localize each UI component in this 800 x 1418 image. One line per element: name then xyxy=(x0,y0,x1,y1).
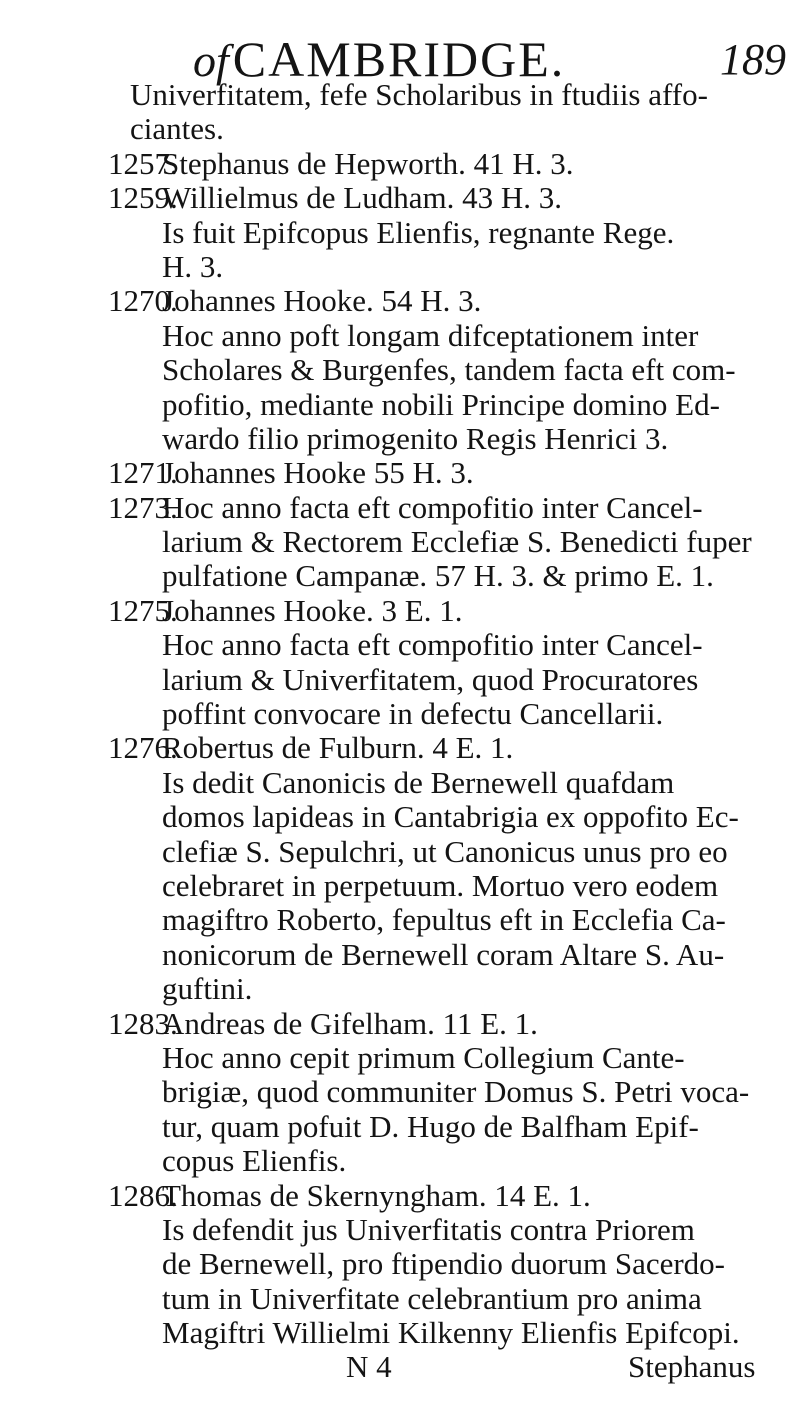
text-line xyxy=(0,353,800,387)
text-line xyxy=(0,766,800,800)
year-label: 1257. xyxy=(108,145,178,181)
line-text: Hoc anno facta eft compofitio inter Cancel- xyxy=(162,489,703,525)
text-line xyxy=(0,422,800,456)
text-line xyxy=(0,216,800,250)
text-line xyxy=(0,284,800,318)
line-text: Scholares & Burgenfes, tandem facta eft com- xyxy=(162,352,736,388)
line-text: nonicorum de Bernewell coram Altare S. Au- xyxy=(162,936,725,972)
title-text: CAMBRIDGE. xyxy=(232,31,566,87)
text-line xyxy=(0,1144,800,1178)
line-text: larium & Rectorem Ecclefiæ S. Benedicti fuper xyxy=(162,524,752,560)
line-text: de Bernewell, pro ftipendio duorum Sacerdo- xyxy=(162,1246,725,1282)
text-line xyxy=(0,78,800,112)
text-line xyxy=(0,456,800,490)
line-text: Is defendit jus Univerfitatis contra Priorem xyxy=(162,1211,695,1247)
text-line xyxy=(0,147,800,181)
year-label: 1259. xyxy=(108,180,178,216)
line-text: tum in Univerfitate celebrantium pro anima xyxy=(162,1280,702,1316)
line-text: Robertus de Fulburn. 4 E. 1. xyxy=(162,730,514,766)
text-line xyxy=(0,1110,800,1144)
line-text: Univerfitatem, fefe Scholaribus in ftudiis affo- xyxy=(130,77,708,112)
line-text: Willielmus de Ludham. 43 H. 3. xyxy=(162,180,562,216)
text-line xyxy=(0,388,800,422)
text-line xyxy=(0,112,800,146)
text-line xyxy=(0,491,800,525)
line-text: brigiæ, quod communiter Domus S. Petri voca- xyxy=(162,1074,750,1110)
catchword: Stephanus xyxy=(628,1349,756,1385)
year-label: 1286. xyxy=(108,1177,178,1213)
text-line xyxy=(0,319,800,353)
line-text: Thomas de Skernyngham. 14 E. 1. xyxy=(162,1177,591,1213)
text-line xyxy=(0,1282,800,1316)
line-text: Hoc anno facta eft compofitio inter Cancel- xyxy=(162,627,703,663)
text-line xyxy=(0,903,800,937)
line-text: Is dedit Canonicis de Bernewell quafdam xyxy=(162,764,675,800)
line-text: larium & Univerfitatem, quod Procuratores xyxy=(162,661,699,697)
year-label: 1270. xyxy=(108,283,178,319)
text-line xyxy=(0,594,800,628)
line-text: Andreas de Gifelham. 11 E. 1. xyxy=(162,1005,538,1041)
text-line xyxy=(0,835,800,869)
line-text: Stephanus de Hepworth. 41 H. 3. xyxy=(162,145,574,181)
year-label: 1275. xyxy=(108,592,178,628)
text-line xyxy=(0,663,800,697)
line-text: Johannes Hooke. 3 E. 1. xyxy=(162,592,463,628)
line-text: guftini. xyxy=(162,971,253,1007)
line-text: copus Elienfis. xyxy=(162,1143,347,1179)
line-text: magiftro Roberto, fepultus eft in Ecclefia Ca- xyxy=(162,902,726,938)
page-number: 189 xyxy=(720,35,786,84)
text-line xyxy=(0,1179,800,1213)
text-line xyxy=(0,972,800,1006)
line-text: pofitio, mediante nobili Principe domino Ed- xyxy=(162,386,720,422)
text-line xyxy=(0,628,800,662)
line-text: tur, quam pofuit D. Hugo de Balfham Epif- xyxy=(162,1108,699,1144)
line-text: pulfatione Campanæ. 57 H. 3. & primo E. 1. xyxy=(162,558,714,594)
year-label: 1276. xyxy=(108,730,178,766)
line-text: poffint convocare in defectu Cancellarii. xyxy=(162,696,664,732)
text-line xyxy=(0,559,800,593)
text-line xyxy=(0,938,800,972)
text-line xyxy=(0,1041,800,1075)
text-line xyxy=(0,1213,800,1247)
year-label: 1283. xyxy=(108,1005,178,1041)
footer-line xyxy=(0,1350,800,1384)
year-label: 1271. xyxy=(108,455,178,491)
text-line xyxy=(0,731,800,765)
text-line xyxy=(0,869,800,903)
page-body xyxy=(0,78,800,1385)
text-line xyxy=(0,1247,800,1281)
line-text: Johannes Hooke. 54 H. 3. xyxy=(162,283,482,319)
text-line xyxy=(0,1316,800,1350)
text-line xyxy=(0,1075,800,1109)
text-line xyxy=(0,250,800,284)
line-text: H. 3. xyxy=(162,248,224,284)
title-prefix: of xyxy=(193,35,229,86)
line-text: Magiftri Willielmi Kilkenny Elienfis Epifcopi. xyxy=(162,1315,740,1351)
line-text: celebraret in perpetuum. Mortuo vero eodem xyxy=(162,867,719,903)
line-text: Johannes Hooke 55 H. 3. xyxy=(162,455,474,491)
line-text: Is fuit Epifcopus Elienfis, regnante Rege. xyxy=(162,214,675,250)
text-line xyxy=(0,1007,800,1041)
line-text: Hoc anno poft longam difceptationem inter xyxy=(162,317,699,353)
line-text: Hoc anno cepit primum Collegium Cante- xyxy=(162,1039,685,1075)
text-line xyxy=(0,525,800,559)
signature-mark: N 4 xyxy=(346,1349,392,1385)
text-line xyxy=(0,697,800,731)
line-text: domos lapideas in Cantabrigia ex oppofito Ec- xyxy=(162,799,739,835)
line-text: ciantes. xyxy=(130,111,224,147)
text-line xyxy=(0,800,800,834)
line-text: clefiæ S. Sepulchri, ut Canonicus unus pro eo xyxy=(162,833,728,869)
line-text: wardo filio primogenito Regis Henrici 3. xyxy=(162,420,669,456)
year-label: 1273. xyxy=(108,489,178,525)
text-line xyxy=(0,181,800,215)
